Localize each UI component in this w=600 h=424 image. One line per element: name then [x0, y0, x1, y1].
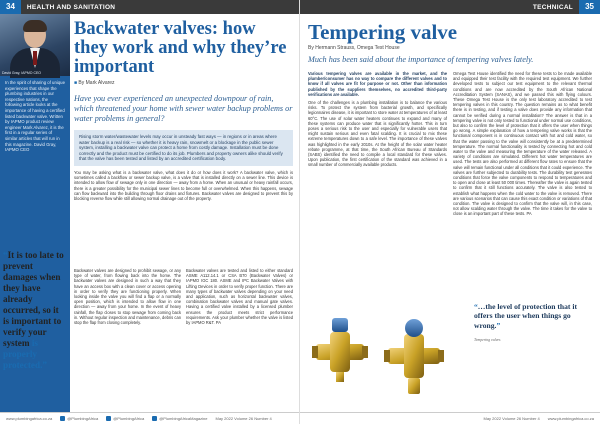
pull-quote-highlight: is properly protected. — [3, 338, 43, 370]
article-title-backwater: Backwater valves: how they work and why they’re important — [74, 19, 287, 77]
standfirst-left: Have you ever experienced an unexpected downpour of rain, which threatened your home with sewer water backup problems or water problems in general? — [74, 94, 293, 123]
byline-right: By Hermann Strauss, Omega Test House — [308, 45, 400, 51]
lead-paragraph: Various tempering valves are available in the market, and the plumber/consumer has no way to compare the different valves and to know if all valves are fit for purpose or not. Other than information published by the suppliers themselves, no accredited third-party verifications are available. — [308, 71, 447, 97]
right-page-header — [300, 0, 600, 14]
right-quote-close-mark: ” — [496, 320, 501, 330]
right-pull-quote-text: …the level of protection that it offers the user when things go wrong. — [474, 302, 577, 330]
right-column-1 — [308, 71, 447, 217]
byline-left-text: By Mark Alvarez — [78, 80, 115, 86]
body-column-1: You may be asking what is a backwater valve, what does it do or how does it work? A backwater valve, which is sometimes called a backflow or sewer backup valve, is a valve that is installed directly on a sewer line. This device is intended to allow flow of sewage only in one direction — away from a home. When an unusual or heavy rainfall occurs, there is a greater possibility for the municipal sewer lines to become full or overwhelmed. When this happens, sewage can flow backward into the building through floor drains and fixtures. Backwater valves are designed to prevent this by blocking reverse flow while still allowing normal drainage out of the property. — [74, 169, 293, 201]
footer-facebook[interactable]: @PlumbingAfrica — [60, 416, 98, 421]
article-title-tempering: Tempering valve — [308, 20, 458, 44]
body-column-2: Backwater valves are designed to prohibit sewage, or any type of water, from flowing back into the home. The backwater valves are designed in such a way that they have an access box with a clean cover or access opening in order to verify they are functioning properly. When looking inside the valve you will find a flap or a normally open position, which is intended to allow flow in one direction — away from your home. In the event of heavy rainfall, the flap closes to stop sewage from coming back in. Without regular inspection and maintenance, debris can stop the flap from closing completely. — [74, 268, 181, 326]
left-article — [74, 14, 293, 201]
intro-box: Rising storm water/wastewater levels may occur in unsteady fast ways — in regions or in areas where water backup is a real risk — so whether it is heavy rain, snowmelt or a blockage in the public sewer system, installing a backwater valve can protect a home from costly damage. Installation must be done correctly and the product must be certified to do its job. Plumbers and property owners alike should verify that the valve has been tested and listed by an accredited certification body. — [74, 130, 293, 166]
standfirst-right: Much has been said about the importance of tempering valves lately. — [308, 55, 534, 64]
right-article — [308, 14, 592, 217]
right-section-label: TECHNICAL — [532, 3, 574, 11]
right-quote-open-mark: “ — [474, 302, 478, 311]
right-pull-quote — [474, 302, 592, 346]
right-footer — [300, 412, 600, 424]
footer-issue: May 2022 Volume 26 Number 4 — [215, 416, 272, 421]
footer-website-link[interactable]: www.plumbingafrica.co.za — [6, 416, 53, 421]
left-page-header — [0, 0, 299, 14]
twitter-icon — [106, 416, 111, 421]
author-bio: In the spirit of sharing of unique experiences that shape the plumbing industries in our respective nations, the following article looks at the importance of having a certified listed backwater valve. Written by IAPMO product review engineer Mark Alvarez, it is the first in a regular series of similar articles that will run in this magazine. David Gray, IAPMO CEO — [5, 80, 65, 153]
footer-twitter[interactable]: @PlumbingAfrica — [106, 416, 144, 421]
right-page-number: 35 — [579, 0, 600, 14]
body-columns-left — [74, 170, 293, 201]
byline-square-icon: ■ — [74, 80, 78, 86]
body-column-3: Backwater valves are tested and listed to either standard ASME A112.14.1 or CSA B70 (Backwater Valves) or IAPMO IGC 180. ASME and IPC Backwater Valves with Lifting Devices in order to verify proper function. There are many types of backwater valves depending on your need and application, such as horizontal backwater valves, combination backwater valves and manual gate valves. Having a certified valve installed by a licensed plumber ensures the product meets strict performance requirements. Ask your plumber whether the valve is listed by IAPMO R&T. PA — [186, 268, 293, 326]
valve-1 — [312, 318, 368, 382]
footer-issue-right: May 2022 Volume 26 Number 4 — [483, 416, 540, 421]
linkedin-icon — [152, 416, 157, 421]
photo-credit: Tempering valves — [474, 338, 501, 343]
facebook-icon — [60, 416, 65, 421]
left-page-number: 34 — [0, 0, 21, 14]
tempering-valve-photos — [308, 292, 468, 410]
portrait-caption: David Gray, IAPMO CEO — [2, 71, 42, 75]
footer-linkedin[interactable]: @PlumbingAfricaMagazine — [152, 416, 207, 421]
right-page — [300, 0, 600, 424]
valve-2 — [384, 319, 444, 394]
left-section-label: HEALTH AND SANITATION — [26, 3, 116, 11]
quote-close-mark: ” — [42, 360, 47, 370]
valve-illustration — [308, 292, 468, 410]
body-columns-lower — [74, 268, 293, 325]
left-pull-quote — [3, 250, 67, 371]
right-column-1-body: One of the challenges is a plumbing installation is to balance the various risks. To protect the system from bacterial growth, and specifically legionnaires disease, it is important to store water at temperatures of at least 60°C. The use of solar water heaters continues to expand and many of these systems can produce water that is significantly hotter. This in turn poses a serious risk to the user and especially for vulnerable users that might sustain serious and even fatal scalding. It is crucial to mix these extreme temperatures down to a safe level. The importance of these valves was highlighted in the early 2010s. At the height of the solar water heater rebate programme, at that time, the South African Bureau of Standards (SABS) identified the need to compile a local standard for these valves. Upon publication, the first certification of the standard was achieved in a small number of commercially available products. — [308, 100, 447, 168]
left-footer — [0, 412, 299, 424]
body-columns-right — [308, 71, 592, 217]
author-portrait — [0, 14, 70, 76]
pull-quote-text: It is too late to prevent damages when they have already occurred, so it is important to verify your system — [3, 250, 64, 348]
byline-left — [74, 80, 293, 86]
quote-open-mark: “ — [3, 250, 8, 260]
footer-website-right[interactable]: www.plumbingafrica.co.za — [547, 416, 594, 421]
right-column-2: Omega Test House identified the need for these tests to be made available and equipped their test facility with the required test equipment. We further developed tests to subject our test equipment to the relevant thermal conditions and are now accredited by the South African National Accreditation System (SANAS), and we passed this with flying colours. These Omega Test House is the only test laboratory accredited to test tempering valves in this country. The question remains as to what benefit there is in testing, and if testing a valve does provide any information that cannot be verified during a normal installation? The answer is that in a tempering valve is not only tested to functional under normal use conditions, but also to confirm the level of protection that it offers the user when things go wrong. A simple explanation of how a tempering valve works is that the functional component is in continuous contact with hot and cold water, so that the water passing to the valve will consistently be at a predetermined temperature. The normal functionality is tested by connecting hot and cold water to the valve and measuring the temperature of the water released. A variety of conditions are simulated. Different hot water temperatures are used. The tests are also performed at different flow rates to ensure that the valve will remain functional under all conditions that it could experience. The valves are further subjected to durability tests. The durability test generates conditions that force the valve components to respond to temperatures and to open and close at least 50 000 times. Thereafter the valve is again tested to confirm that it still functions accurately. The valve is also tested to establish what happens when the cold water to the valve is removed. There are various scenarios that can cause this exact condition or variations of that condition. The valve is designed to confirm that the valve will, in this case, not allow scalding water through the valve. The time it takes for the valve to close is an important part of these tests. PA — [453, 71, 592, 217]
